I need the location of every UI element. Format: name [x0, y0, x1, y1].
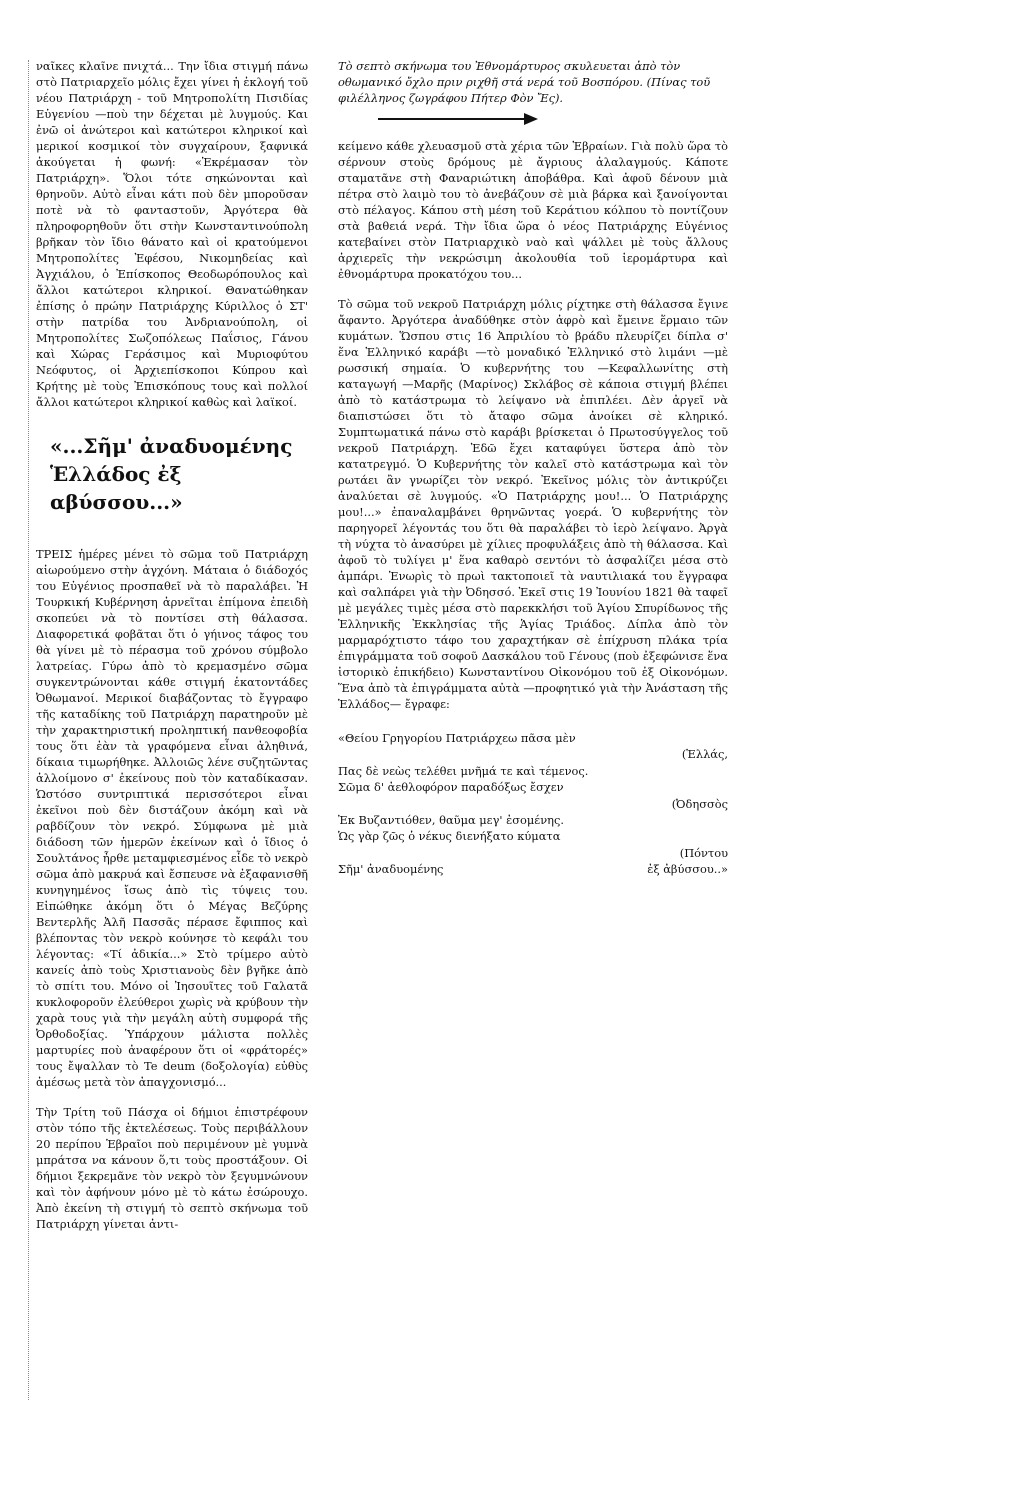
right-paragraph-2: Τὸ σῶμα τοῦ νεκροῦ Πατριάρχη μόλις ρίχτηκε στὴ θάλασσα ἔγινε ἄφαντο. Ἀργότερα ἀναδύθηκε στὸν ἀφρὸ καὶ ἔμεινε ἕρμαιο τῶν κυμάτων. Ὥσπου στις 16 Ἀπριλίου τὸ βράδυ πλευρίζει δίπλα σ' ἕνα Ἑλληνικό καράβι —τὸ μοναδικό Ἑλληνικό στὸ λιμάνι —μὲ ρωσσική σημαία. Ὁ κυβερνήτης του —Κεφαλλωνίτης στὴ καταγωγή —Μαρῆς (Μαρίνος) Σκλάβος σὲ κάποια στιγμή βλέπει ἀπὸ τὸ κατάστρωμα τὸ λείψανο νὰ ἐπιπλέει. Δὲν ἀργεῖ νὰ διαπιστώσει ὅτι τὸ ἄταφο σῶμα ἀνοίκει σὲ κληρικό. Συμπτωματικά πάνω στὸ καράβι βρίσκεται ὁ Πρωτοσύγγελος τοῦ νεκροῦ Πατριάρχη. Ἐδῶ ἔχει καταφύγει ὕστερα ἀπὸ τὸν κατατρεγμό. Ὁ Κυβερνήτης τὸν καλεῖ στὸ κατάστρωμα καὶ τὸν ρωτάει ἂν γνωρίζει τὸν νεκρό. Ἐκεῖνος μόλις τὸν ἀντικρύζει ἀναλύεται σὲ λυγμούς. «Ὁ Πατριάρχης μου!... Ὁ Πατριάρχης μου!...» ἐπαναλαμβάνει θρηνῶντας γοερά. Ὁ κυβερνήτης τὸν παρηγορεῖ λέγοντάς του ὅτι θὰ παραλάβει τὸ ἱερὸ λείψανο. Ἀργὰ τὴ νύχτα τὸ ἀνασύρει μὲ χίλιες προφυλάξεις ἀπὸ τὴ θάλασσα. Καὶ ἀφοῦ τὸ τυλίγει μ' ἕνα καθαρὸ σεντόνι τὸ ἀσφαλίζει μέσα στὸ ἀμπάρι. Ἐνωρὶς τὸ πρωὶ τακτοποιεῖ τὰ ναυτιλιακά του ἔγγραφα καὶ σαλπάρει γιὰ τὴν Ὀδησσό. Ἐκεῖ στις 19 Ἰουνίου 1821 θὰ ταφεῖ μὲ μεγάλες τιμὲς μέσα στὸ παρεκκλήσι τοῦ Ἁγίου Σπυρίδωνος τῆς Ἑλληνικῆς Ἐκκλησίας τῆς Ἁγίας Τριάδος. Δίπλα ἀπὸ τὸν μαρμαρόχτιστο τάφο του χαραχτήκαν σὲ ἐπίχρυση πλάκα τρία ἐπιγράμματα τοῦ σοφοῦ Δασκάλου τοῦ Γένους (ποὺ ἐξεφώνισε ἕνα ἱστορικὸ ἐπικήδειο) Κωνσταντίνου Οἰκονόμου τοῦ ἐξ Οἰκονόμων. Ἕνα ἀπὸ τὰ ἐπιγράμματα αὐτὰ —προφητικό γιὰ τὴν Ἀνάσταση τῆς Ἑλλάδος— ἔγραφε:: [338, 297, 728, 711]
epigram: [338, 730, 728, 878]
spacer: [338, 712, 728, 726]
page-margin-marks: [28, 60, 33, 1400]
spacer: [338, 282, 728, 296]
spacer: [36, 1090, 308, 1104]
left-paragraph-3: Τὴν Τρίτη τοῦ Πάσχα οἱ δήμιοι ἐπιστρέφουν στὸν τόπο τῆς ἐκτελέσεως. Τοὺς περιβάλλουν 20 περίπου Ἑβραῖοι ποὺ περιμένουν μὲ γυμνὰ μπράτσα να κάνουν ὅ,τι τοὺς προστάξουν. Οἱ δήμιοι ξεκρεμᾶνε τὸν νεκρὸ τὸν ξεγυμνώνουν καὶ τὸν ἀφήνουν μόνο μὲ τὸ κάτω ἐσώρουχο. Ἀπὸ ἐκείνη τὴ στιγμή τὸ σεπτὸ σκήνωμα τοῦ Πατριάρχη γίνεται ἀντι-: [36, 1105, 308, 1231]
epigram-line: [338, 730, 728, 746]
right-column: [338, 58, 728, 878]
epigram-line-left: Ὡς γὰρ ζῶς ὁ νέκυς διενήξατο κύματα: [338, 829, 561, 844]
epigram-line-left: Σῶμα δ' ἀεθλοφόρον παραδόξως ἔσχεν: [338, 780, 564, 795]
epigram-line: [338, 861, 728, 877]
epigram-line: [338, 828, 728, 844]
epigram-line-right: (Ὀδησσὸς: [671, 796, 728, 811]
right-paragraph-1: κείμενο κάθε χλευασμοῦ στὰ χέρια τῶν Ἑβραίων. Γιὰ πολὺ ὥρα τὸ σέρνουν στοὺς δρόμους μὲ ἄγριους ἀλαλαγμούς. Κάποτε σταματᾶνε στὴ Φαναριώτικη ἀποβάθρα. Καὶ ἀφοῦ δένουν μιὰ πέτρα στὸ λαιμὸ του τὸ ἀνεβάζουν σὲ μιὰ βάρκα καὶ ξανοίγονται στὸ πέλαγος. Κάπου στὴ μέση τοῦ Κεράτιου κόλπου τὸ ποντίζουν στὰ βαθειά νερά. Τὴν ἴδια ὥρα ὁ νέος Πατριάρχης Εὐγένιος κατεβαίνει στὸν Πατριαρχικὸ ναὸ καὶ ψάλλει μὲ τοὺς ἄλλους ἀρχιερεῖς τὴν νεκρώσιμη ἀκολουθία τοῦ ἱερομάρτυρα καὶ ἐθνομάρτυρα προκατόχου του...: [338, 139, 728, 281]
epigram-line-left: «Θείου Γρηγορίου Πατριάρχεω πᾶσα μὲν: [338, 731, 576, 745]
epigram-line-left: Ἐκ Βυζαντιόθεν, θαῦμα μεγ' ἐσομένης.: [338, 813, 564, 828]
epigram-line: [338, 845, 728, 861]
epigram-line-left: Σῆμ' ἀναδυομένης: [338, 862, 444, 877]
epigram-line: [338, 812, 728, 828]
left-paragraph-2: ΤΡΕΙΣ ἡμέρες μένει τὸ σῶμα τοῦ Πατριάρχη αἰωρούμενο στὴν ἀγχόνη. Μάταια ὁ διάδοχός του Εὐγένιος προσπαθεῖ νὰ τὸ παραλάβει. Ἡ Τουρκική Κυβέρνηση ἀρνεῖται ἐπίμονα ἐπειδὴ σκοπεύει νὰ τὸ ποντίσει στὴ θάλασσα. Διαφορετικά φοβᾶται ὅτι ὁ γήινος τάφος του θὰ γίνει μὲ τὸ πέρασμα τοῦ χρόνου σύμβολο λατρείας. Γύρω ἀπὸ τὸ κρεμασμένο σῶμα συγκεντρώνονται κάθε στιγμή ἑκατοντάδες Ὀθωμανοί. Μερικοί διαβάζοντας τὸ ἔγγραφο τῆς καταδίκης τοῦ Πατριάρχη παρατηροῦν μὲ τὴν χαρακτηριστική προληπτική πανθεοφοβία τους ὅτι ἐὰν τὰ γραφόμενα εἶναι ἀληθινά, δίκαια τιμωρήθηκε. Ἀλλοιῶς λένε συζητῶντας ἀλλοίμονο σ' ἐκείνους ποὺ τὸν καταδίκασαν. Ὡστόσο συντριπτικά περισσότεροι εἶναι ἐκεῖνοι ποὺ δὲν διστάζουν ἀκόμη καὶ νὰ ραβδίζουν τὸν νεκρό. Σύμφωνα μὲ μιὰ διάδοση τῶν ἡμερῶν ἐκείνων καὶ ὁ ἴδιος ὁ Σουλτάνος ἦρθε μεταμφιεσμένος εἶδε τὸ νεκρὸ σῶμα ἀπὸ μακρυά καὶ ἔσπευσε νὰ ἐξαφανισθῆ κυνηγημένος ἴσως ἀπὸ τὶς τύψεις του. Εἰπώθηκε ἀκόμη ὅτι ὁ Μέγας Βεζύρης Βεντερλῆς Ἀλῆ Πασσᾶς πέρασε ἔφιππος καὶ βλέποντας τὸν νεκρὸ κούνησε τὸ κεφάλι του λέγοντας: «Τί ἀδικία...» Στὸ τρίμερο αὐτὸ κανείς ἀπὸ τοὺς Χριστιανοὺς δὲν βγῆκε ἀπὸ τὸ σπίτι του. Μόνο οἱ Ἰησουῖτες τοῦ Γαλατᾶ κυκλοφοροῦν ἐλεύθεροι χωρὶς νὰ κρύβουν τὴν χαρὰ τους γιὰ τὴν μεγάλη αὐτὴ συμφορά τῆς Ὀρθοδοξίας. Ὑπάρχουν μάλιστα πολλὲς μαρτυρίες ποὺ ἀναφέρουν ὅτι οἱ «φράτορές» τους ἔψαλλαν τὸ Te deum (δοξολογία) εὐθὺς ἀμέσως μετὰ τὸν ἀπαγχονισμό...: [36, 547, 308, 1089]
epigram-line-right: (Ἑλλάς,: [681, 747, 728, 762]
arrow-icon: [338, 112, 728, 126]
epigram-line: [338, 779, 728, 795]
epigram-line-right: ἐξ ἀβύσσου..»: [647, 862, 728, 877]
section-heading: «...Σῆμ' ἀναδυομένης Ἑλλάδος ἐξ αβύσσου...»: [50, 434, 293, 514]
epigram-line-left: Πας δὲ νεὼς τελέθει μνῆμά τε καὶ τέμενος.: [338, 763, 589, 778]
epigram-line-right: (Πόντου: [679, 845, 728, 860]
image-caption: Τὸ σεπτὸ σκήνωμα του Ἐθνομάρτυρος σκυλευεται ἀπὸ τὸν οθωμανικό ὄχλο πριν ριχθῆ στά νερά τοῦ Βοσπόρου. (Πίνας τοῦ φιλέλληνος ζωγράφου Πήτερ Φὸν Ἔς).: [338, 59, 711, 105]
left-column: [36, 58, 308, 1232]
epigram-line: [338, 796, 728, 812]
left-paragraph-1: ναῖκες κλαῖνε πνιχτά... Την ἴδια στιγμή πάνω στὸ Πατριαρχεῖο μόλις ἔχει γίνει ἡ ἐκλογή τοῦ νέου Πατριάρχη - τοῦ Μητροπολίτη Πισιδίας Εὐγενίου —ποὺ την δέχεται μὲ λυγμούς. Και ἐνῶ οἱ ἀνώτεροι καὶ κατώτεροι κληρικοί καὶ μερικοί κοσμικοί τὸν συγχαίρουν, ξαφνικά ἀκούγεται ἡ φωνή: «Ἐκρέμασαν τὸν Πατριάρχη». Ὅλοι τότε σηκώνονται καὶ θρηνοῦν. Αὐτὸ εἶναι κάτι ποὺ δὲν μποροῦσαν ποτὲ νὰ τὸ φανταστοῦν, Ἀργότερα θὰ πληροφορηθοῦν ὅτι στὴν Κωνσταντινούπολη βρῆκαν τὸν ἴδιο θάνατο καὶ οἱ κρατούμενοι Μητροπολίτες Ἐφέσου, Νικομηδείας καὶ Ἀγχιάλου, ὁ Ἐπίσκοπος Θεοδωρόπουλος καὶ ἄλλοι κατώτεροι κληρικοί. Θανατώθηκαν ἐπίσης ὁ πρώην Πατριάρχης Κύριλλος ὁ ΣΤ' στὴν πατρίδα του Ἀνδριανούπολη, οἱ Μητροπολίτες Σωζοπόλεως Παΐσιος, Γάνου καὶ Χώρας Γεράσιμος καὶ Μυριοφύτου Νεόφυτος, οἱ Ἀρχιεπίσκοποι Κύπρου καὶ Κρήτης μὲ τοὺς Ἐπισκόπους τους καὶ πολλοί ἄλλοι κατώτεροι κληρικοί καθὼς καὶ λαϊκοί.: [36, 59, 309, 409]
epigram-line: [338, 763, 728, 779]
epigram-line: [338, 746, 728, 762]
